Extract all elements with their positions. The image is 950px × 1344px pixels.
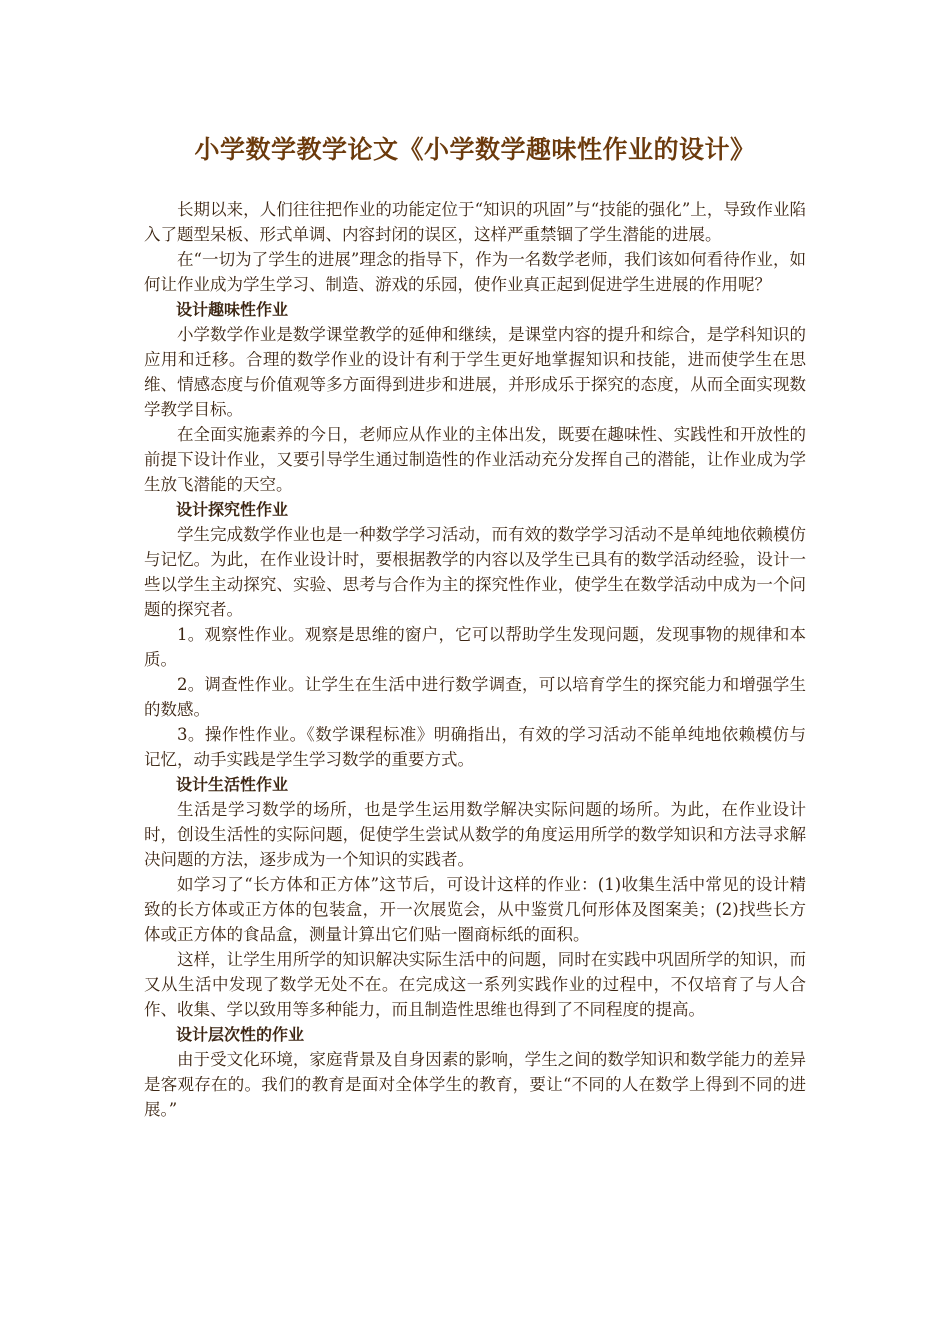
paragraph: 小学数学作业是数学课堂教学的延伸和继续，是课堂内容的提升和综合，是学科知识的应用和迁移。合理的数学作业的设计有利于学生更好地掌握知识和技能，进而使学生在思维、情感态度与价值观等多方面得到进步和进展，并形成乐于探究的态度，从而全面实现数学教学目标。 — [144, 325, 806, 419]
section-heading: 设计探究性作业 — [176, 500, 289, 519]
section-heading: 设计层次性的作业 — [176, 1025, 305, 1044]
paragraph: 在“一切为了学生的进展”理念的指导下，作为一名数学老师，我们该如何看待作业，如何让作业成为学生学习、制造、游戏的乐园，使作业真正起到促进学生进展的作用呢？ — [144, 250, 806, 294]
document-title: 小学数学教学论文《小学数学趣味性作业的设计》 — [194, 135, 756, 164]
paragraph: 3。操作性作业。《数学课程标准》明确指出，有效的学习活动不能单纯地依赖模仿与记忆，动手实践是学生学习数学的重要方式。 — [144, 725, 806, 769]
paragraph: 在全面实施素养的今日，老师应从作业的主体出发，既要在趣味性、实践性和开放性的前提下设计作业，又要引导学生通过制造性的作业活动充分发挥自己的潜能，让作业成为学生放飞潜能的天空。 — [144, 425, 806, 494]
section-heading: 设计生活性作业 — [176, 775, 289, 794]
paragraph: 长期以来，人们往往把作业的功能定位于“知识的巩固”与“技能的强化”上，导致作业陷入了题型呆板、形式单调、内容封闭的误区，这样严重禁锢了学生潜能的进展。 — [144, 200, 806, 244]
paragraph: 学生完成数学作业也是一种数学学习活动，而有效的数学学习活动不是单纯地依赖模仿与记忆。为此，在作业设计时，要根据教学的内容以及学生已具有的数学活动经验，设计一些以学生主动探究、实验、思考与合作为主的探究性作业，使学生在数学活动中成为一个问题的探究者。 — [144, 525, 806, 619]
paragraph: 生活是学习数学的场所，也是学生运用数学解决实际问题的场所。为此，在作业设计时，创设生活性的实际问题，促使学生尝试从数学的角度运用所学的数学知识和方法寻求解决问题的方法，逐步成为一个知识的实践者。 — [144, 800, 806, 869]
paragraph: 由于受文化环境，家庭背景及自身因素的影响，学生之间的数学知识和数学能力的差异是客观存在的。我们的教育是面对全体学生的教育，要让“不同的人在数学上得到不同的进展。” — [144, 1050, 806, 1119]
paragraph: 这样，让学生用所学的知识解决实际生活中的问题，同时在实践中巩固所学的知识，而又从生活中发现了数学无处不在。在完成这一系列实践作业的过程中，不仅培育了与人合作、收集、学以致用等多种能力，而且制造性思维也得到了不同程度的提高。 — [144, 950, 806, 1019]
paragraph: 1。观察性作业。观察是思维的窗户，它可以帮助学生发现问题，发现事物的规律和本质。 — [144, 625, 806, 669]
paragraph: 如学习了“长方体和正方体”这节后，可设计这样的作业：(1)收集生活中常见的设计精致的长方体或正方体的包装盒，开一次展览会，从中鉴赏几何形体及图案美；(2)找些长方体或正方体的食品盒，测量计算出它们贴一圈商标纸的面积。 — [144, 875, 806, 944]
section-heading: 设计趣味性作业 — [176, 300, 289, 319]
paragraph: 2。调查性作业。让学生在生活中进行数学调查，可以培育学生的探究能力和增强学生的数感。 — [144, 675, 806, 719]
document-body — [144, 197, 806, 1122]
